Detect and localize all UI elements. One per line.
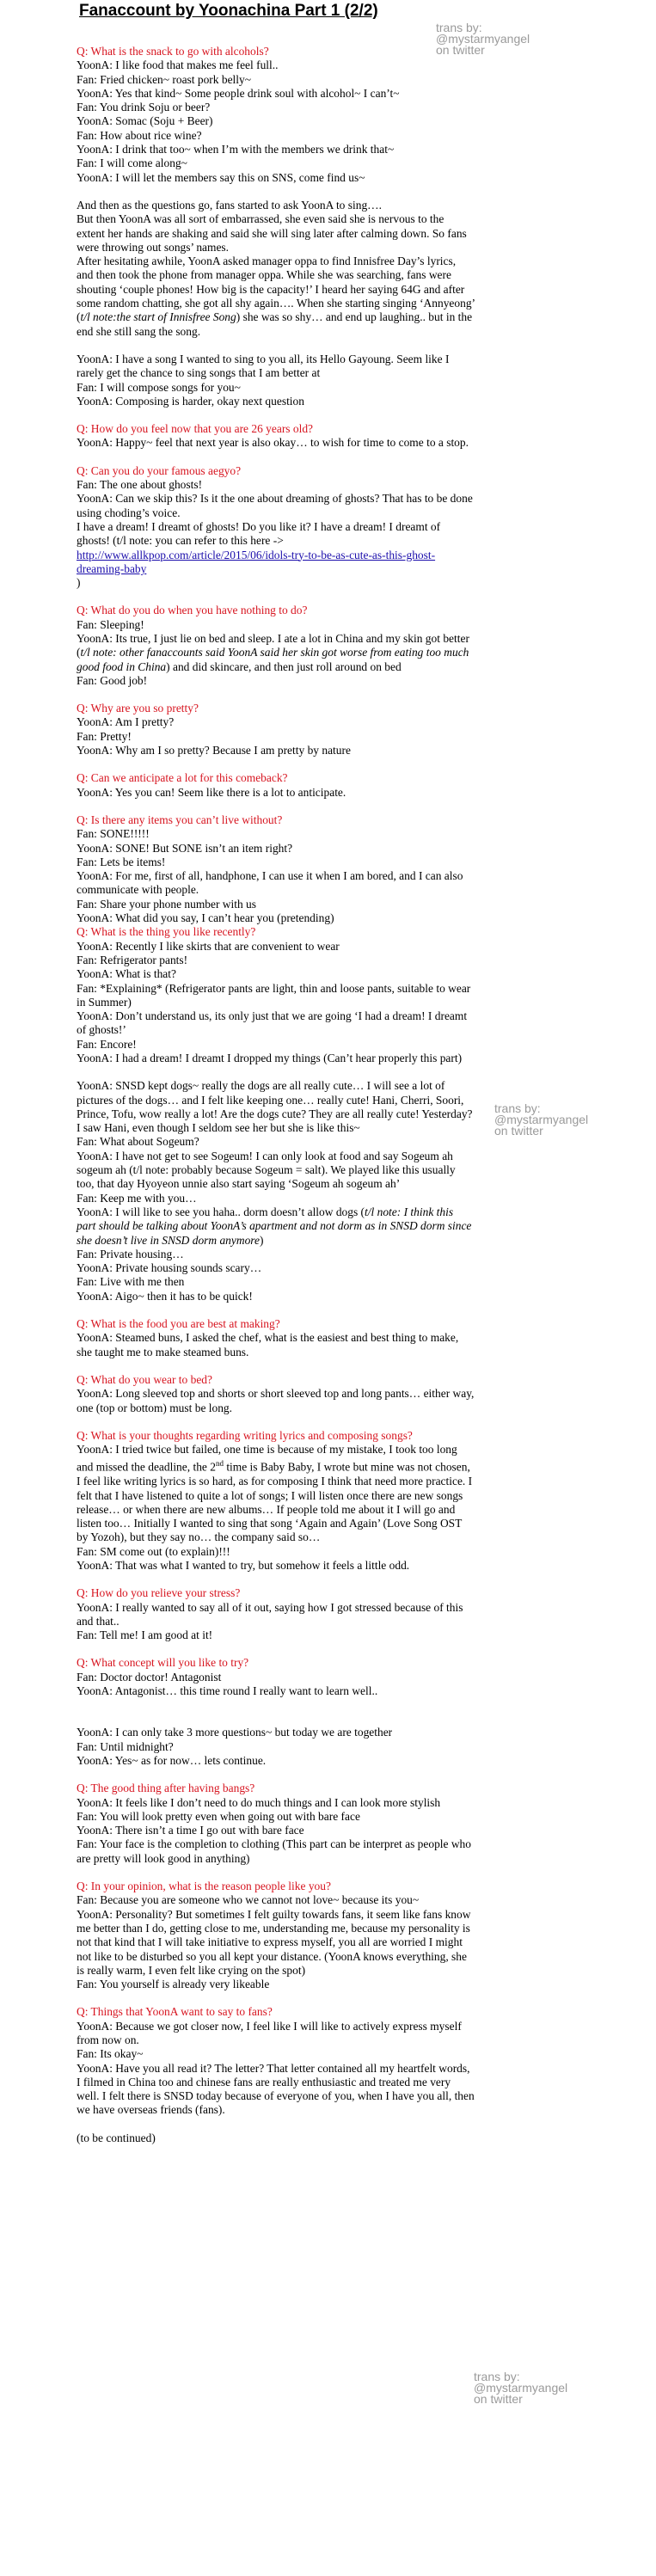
paragraph-gap (77, 590, 616, 604)
watermark-line: on twitter (494, 1124, 543, 1138)
text-line: Fan: Sleeping! (77, 617, 144, 631)
text-line: and then took the phone from manager oppa. While she was searching, fans were (77, 268, 451, 282)
text-line: using choding’s voice. (77, 506, 181, 519)
text-line: Fan: Your face is the completion to clothing (This part can be interpret as people who (77, 1837, 471, 1851)
paragraph-gap (77, 1866, 616, 1880)
text-line: (to be continued) (77, 2131, 156, 2144)
reference-link[interactable]: dreaming-baby (77, 561, 147, 575)
text-line: YoonA: Long sleeved top and shorts or short sleeved top and long pants… either way, (77, 1387, 475, 1401)
question-line: Q: What is the snack to go with alcohols? (77, 45, 269, 58)
text-line: not like to be disturbed so you all kept your distance. (YoonA knows everything, she (77, 1949, 467, 1963)
watermark-line: trans by: (494, 1101, 541, 1115)
text-line: she doesn’t live in SNSD dorm anymore) (77, 1233, 264, 1247)
text-line: YoonA: Somac (Soju + Beer) (77, 114, 213, 128)
text-line: YoonA: Yes that kind~ Some people drink soul with alcohol~ I can’t~ (77, 86, 400, 100)
text-line: YoonA: Private housing sounds scary… (77, 1261, 262, 1275)
question-line: Q: How do you relieve your stress? (77, 1586, 241, 1600)
text-line: Fan: Encore! (77, 1037, 137, 1051)
text-line: rarely get the chance to sing songs that I am better at (77, 366, 321, 380)
paragraph-gap (77, 688, 616, 702)
text-line: YoonA: Its true, I just lie on bed and sleep. I ate a lot in China and my skin got better (77, 631, 469, 645)
text-line: some random chatting, she got all shy again…. When she starting singing ‘Annyeong’ (77, 297, 476, 310)
text-line: Fan: Share your phone number with us (77, 897, 256, 911)
text-line: Fan: Good job! (77, 673, 148, 687)
text-line: YoonA: I have not get to see Sogeum! I can only look at food and say Sogeum ah (77, 1149, 453, 1162)
watermark (474, 2371, 567, 2405)
page-title: Fanaccount by Yoonachina Part 1 (2/2) (79, 2, 378, 20)
text-line: Fan: I will come along~ (77, 156, 187, 170)
paragraph-gap (77, 1991, 616, 2005)
watermark-line: @mystarmyangel (494, 1113, 589, 1126)
text-line: end she still sang the song. (77, 324, 201, 338)
text-line: release… or when there are new albums… If people told me about it I will go and (77, 1502, 456, 1516)
text-line: YoonA: Personality? But sometimes I felt guilty towards fans, it seem like fans know (77, 1907, 471, 1921)
text-line: Fan: Private housing… (77, 1247, 184, 1260)
question-line: Q: In your opinion, what is the reason people like you? (77, 1880, 331, 1893)
text-line: are pretty will look good in anything) (77, 1851, 250, 1865)
paragraph-gap (77, 1712, 616, 1726)
text-line: in Summer) (77, 995, 132, 1009)
question-line: Q: Is there any items you can’t live without? (77, 813, 283, 826)
text-line (77, 1219, 616, 1233)
text-line: Fan: Pretty! (77, 729, 132, 743)
text-line: good food in China) and did skincare, and then just roll around on bed (77, 659, 402, 673)
text-line: YoonA: Aigo~ then it has to be quick! (77, 1289, 253, 1303)
paragraph-gap (77, 1573, 616, 1586)
text-line: Fan: You will look pretty even when going out with bare face (77, 1809, 360, 1823)
text-line: YoonA: Why am I so pretty? Because I am pretty by nature (77, 744, 351, 757)
text-line: YoonA: SNSD kept dogs~ really the dogs are all really cute… I will see a lot of (77, 1079, 445, 1093)
text-line: Fan: How about rice wine? (77, 128, 202, 142)
translator-note: part should be talking about YoonA’s apartment and not dorm as in SNSD dorm since (77, 1219, 472, 1233)
text-line: I filmed in China too and chinese fans are really enthusiastic and treated me very (77, 2075, 451, 2088)
paragraph-gap (77, 1642, 616, 1656)
text-line: ) (77, 576, 81, 590)
text-line: pictures of the dogs… and I felt like keeping one… really cute! Hani, Cherri, Soori, (77, 1093, 464, 1107)
text-line: extent her hands are shaking and said she will sing later after calming down. So fans (77, 226, 467, 240)
text-line: But then YoonA was all sort of embarrassed, she even said she is nervous to the (77, 212, 444, 226)
text-line: YoonA: I had a dream! I dreamt I dropped my things (Can’t hear properly this part) (77, 1052, 463, 1064)
text-line: YoonA: There isn’t a time I go out with bare face (77, 1824, 304, 1837)
text-line: YoonA: What is that? (77, 967, 176, 981)
fanaccount-body (77, 45, 616, 2145)
text-line: Fan: Doctor doctor! Antagonist (77, 1670, 222, 1684)
text-line: Fan: You drink Soju or beer? (77, 101, 211, 114)
text-line: were throwing out songs’ names. (77, 240, 230, 254)
paragraph-gap (77, 1065, 616, 1079)
question-line: Q: Things that YoonA want to say to fans? (77, 2005, 273, 2019)
text-line: Fan: What about Sogeum? (77, 1135, 199, 1149)
question-line: Q: What is your thoughts regarding writing lyrics and composing songs? (77, 1428, 413, 1442)
text-line: felt that I have listened to quite a lot of songs; I will listen once there are new songs (77, 1488, 463, 1502)
text-line: YoonA: SONE! But SONE isn’t an item right? (77, 841, 293, 855)
text-line: from now on. (77, 2033, 139, 2046)
text-line: YoonA: Antagonist… this time round I really want to learn well.. (77, 1684, 378, 1698)
text-line: Fan: Keep me with you… (77, 1191, 197, 1205)
text-line: YoonA: Composing is harder, okay next question (77, 394, 304, 408)
text-line: YoonA: I can only take 3 more questions~ but today we are together (77, 1726, 393, 1739)
text-line: and missed the deadline, the 2nd time is Baby Baby, I wrote but mine was not chosen, (77, 1459, 470, 1474)
translator-note: t/l note: other fanaccounts said YoonA said her skin got worse from eating too much (80, 646, 469, 659)
text-line: and that.. (77, 1614, 120, 1628)
text-line: YoonA: Steamed buns, I asked the chef, what is the easiest and best thing to make, (77, 1331, 459, 1345)
text-line: Fan: SM come out (to explain)!!! (77, 1544, 230, 1558)
paragraph-gap (77, 1303, 616, 1317)
question-line: Q: Can you do your famous aegyo? (77, 463, 242, 477)
question-line: Q: What do you wear to bed? (77, 1372, 212, 1386)
text-line: YoonA: Happy~ feel that next year is also okay… to wish for time to come to a stop. (77, 436, 469, 450)
paragraph-gap (77, 757, 616, 771)
text-line: YoonA: I have a song I wanted to sing to you all, its Hello Gayoung. Seem like I (77, 352, 450, 365)
text-line: And then as the questions go, fans started to ask YoonA to sing…. (77, 198, 382, 212)
text-line: YoonA: Because we got closer now, I feel like I will like to actively express myself (77, 2019, 462, 2033)
text-line: Fan: Tell me! I am good at it! (77, 1628, 213, 1642)
text-line: Fan: The one about ghosts! (77, 478, 203, 492)
question-line: Q: How do you feel now that you are 26 years old? (77, 422, 314, 436)
paragraph-gap (77, 451, 616, 464)
text-line: YoonA: I like food that makes me feel full.. (77, 58, 279, 72)
text-line: well. I felt there is SNSD today because of everyone of you, when I have you all, then (77, 2089, 475, 2103)
text-line: me better than I do, getting close to me, understanding me, because my personality is (77, 1921, 470, 1935)
text-line: YoonA: That was what I wanted to try, but somehow it feels a little odd. (77, 1558, 410, 1572)
text-line: Fan: You yourself is already very likeable (77, 1978, 270, 1991)
question-line: Q: Can we anticipate a lot for this comeback? (77, 771, 288, 785)
watermark-line: @mystarmyangel (436, 32, 530, 46)
text-line: Fan: Refrigerator pants! (77, 953, 188, 966)
paragraph-gap (77, 1359, 616, 1373)
text-line: (t/l note:the start of Innisfree Song) she was so shy… and end up laughing.. but in the (77, 310, 473, 324)
text-line: listen too… Initially I wanted to sing that song ‘Again and Again’ (Love Song OST (77, 1517, 463, 1530)
text-line: YoonA: I tried twice but failed, one time is because of my mistake, I took too long (77, 1443, 457, 1457)
question-line: Q: What concept will you like to try? (77, 1656, 249, 1670)
translator-note: good food in China (77, 659, 167, 673)
text-line: YoonA: Have you all read it? The letter? That letter contained all my heartfelt words, (77, 2061, 470, 2075)
translator-note: she doesn’t live in SNSD dorm anymore (77, 1233, 260, 1247)
text-line: YoonA: Recently I like skirts that are convenient to wear (77, 939, 340, 953)
text-line: YoonA: I drink that too~ when I’m with the members we drink that~ (77, 143, 395, 156)
paragraph-gap (77, 800, 616, 813)
text-line: is really warm, I even felt like crying on the spot) (77, 1963, 306, 1977)
translator-note: t/l note: I think this (365, 1205, 454, 1218)
paragraph-gap (77, 1415, 616, 1429)
text-line: After hesitating awhile, YoonA asked manager oppa to find Innisfree Day’s lyrics, (77, 255, 457, 268)
text-line: Fan: Until midnight? (77, 1739, 174, 1753)
text-line: too, that day Hyoyeon unnie also start saying ‘Sogeum ah sogeum ah’ (77, 1177, 401, 1191)
text-line: Fan: *Explaining* (Refrigerator pants are light, thin and loose pants, suitable to wear (77, 981, 471, 995)
text-line: Fan: Its okay~ (77, 2047, 144, 2061)
paragraph-gap (77, 1768, 616, 1782)
text-line: I have a dream! I dreamt of ghosts! Do you like it? I have a dream! I dreamt of (77, 519, 441, 533)
text-line: sogeum ah (t/l note: probably because Sogeum = salt). We played like this usually (77, 1163, 456, 1177)
text-line: by Yozoh), but they say no… the company said so… (77, 1530, 321, 1544)
watermark-line: trans by: (436, 21, 482, 34)
text-line: YoonA: It feels like I don’t need to do much things and I can look more stylish (77, 1795, 441, 1809)
text-line: YoonA: I will like to see you haha.. dorm doesn’t allow dogs (t/l note: I think this (77, 1205, 454, 1218)
text-line: I saw Hani, even though I seldom see her but she is like this~ (77, 1121, 360, 1135)
translator-note: t/l note:the start of Innisfree Song (80, 310, 236, 324)
text-line: she taught me to make steamed buns. (77, 1345, 249, 1359)
text-line: we have overseas friends (fans). (77, 2103, 225, 2117)
text-line: Fan: Fried chicken~ roast pork belly~ (77, 72, 251, 86)
text-line: shouting ‘couple phones! How big is the capacity!’ I heard her saying 64G and after (77, 282, 465, 296)
text-line: YoonA: Am I pretty? (77, 715, 175, 729)
text-line: of ghosts!’ (77, 1023, 126, 1037)
text-line: YoonA: For me, first of all, handphone, I can use it when I am bored, and I can also (77, 869, 463, 883)
text-line: Prince, Tofu, wow really a lot! Are the dogs cute? They are all really cute! Yesterday? (77, 1107, 473, 1120)
text-line: Fan: SONE!!!!! (77, 827, 150, 841)
paragraph-gap (77, 2118, 616, 2131)
text-line: one (top or bottom) must be long. (77, 1401, 233, 1414)
text-line: YoonA: Yes~ as for now… lets continue. (77, 1753, 267, 1767)
text-line: YoonA: Yes you can! Seem like there is a lot to anticipate. (77, 785, 346, 799)
link-line (77, 549, 616, 562)
watermark-line: on twitter (436, 43, 485, 57)
text-line: I feel like writing lyrics is so hard, as for composing I think that need more practice. I (77, 1475, 473, 1488)
paragraph-gap (77, 1698, 616, 1712)
paragraph-gap (77, 339, 616, 353)
paragraph-gap (77, 185, 616, 199)
text-line: YoonA: Don’t understand us, its only just that we are going ‘I had a dream! I dreamt (77, 1009, 468, 1023)
question-line: Q: What do you do when you have nothing to do? (77, 604, 308, 617)
text-line: Fan: Live with me then (77, 1275, 185, 1289)
question-line: Q: What is the food you are best at making? (77, 1317, 280, 1331)
reference-link[interactable]: http://www.allkpop.com/article/2015/06/idols-try-to-be-as-cute-as-this-ghost- (77, 548, 436, 561)
text-line: communicate with people. (77, 883, 199, 897)
watermark-line: trans by: (474, 2370, 520, 2383)
text-line: (t/l note: other fanaccounts said YoonA said her skin got worse from eating too much (77, 646, 469, 659)
superscript: nd (215, 1459, 224, 1469)
text-line: not that kind that I will take initiative to express myself, you all are worried I might (77, 1935, 463, 1949)
watermark-line: on twitter (474, 2392, 523, 2406)
text-line: YoonA: Can we skip this? Is it the one about dreaming of ghosts? That has to be done (77, 492, 473, 506)
link-line (77, 562, 616, 576)
question-line: Q: What is the thing you like recently? (77, 925, 256, 939)
watermark-line: @mystarmyangel (474, 2381, 568, 2395)
paragraph-gap (77, 408, 616, 422)
text-line: Fan: I will compose songs for you~ (77, 380, 241, 394)
text-line: YoonA: I really wanted to say all of it out, saying how I got stressed because of this (77, 1600, 463, 1614)
question-line: Q: Why are you so pretty? (77, 702, 199, 715)
text-line: Fan: Lets be items! (77, 855, 166, 868)
question-line: Q: The good thing after having bangs? (77, 1782, 255, 1795)
text-line: Fan: Because you are someone who we cannot not love~ because its you~ (77, 1893, 420, 1907)
text-line: YoonA: I will let the members say this on SNS, come find us~ (77, 170, 365, 184)
text-line: YoonA: What did you say, I can’t hear you (pretending) (77, 911, 334, 925)
text-line: ghosts! (t/l note: you can refer to this here -> (77, 534, 284, 548)
